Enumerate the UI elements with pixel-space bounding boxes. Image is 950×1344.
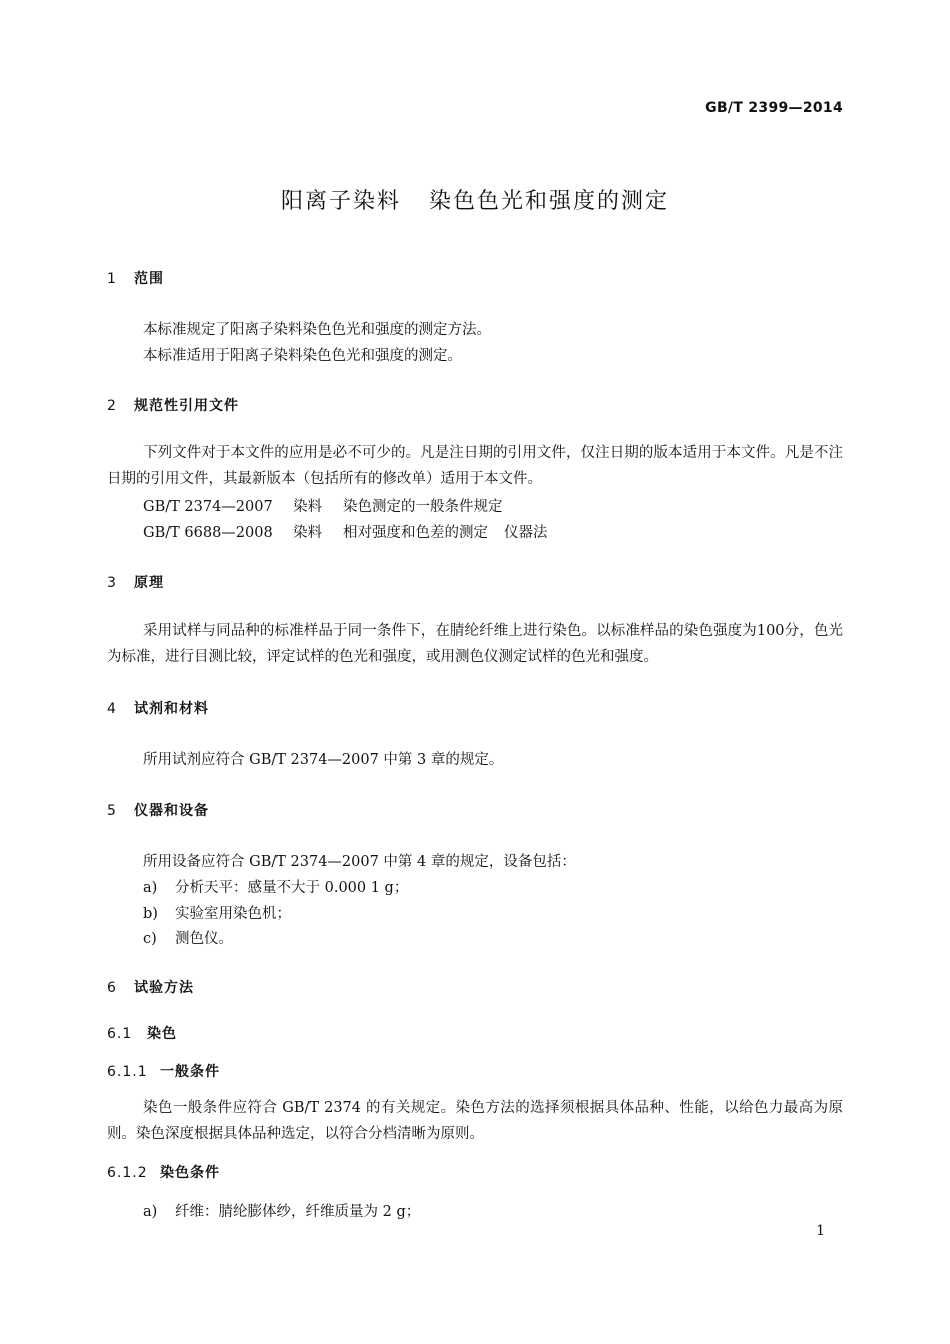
section-number: 1 bbox=[107, 271, 117, 287]
reference-part-c: 仪器法 bbox=[504, 525, 548, 541]
section-6-1-heading bbox=[107, 1023, 177, 1043]
section-5-paragraph: 所用设备应符合 GB/T 2374—2007 中第 4 章的规定，设备包括： bbox=[143, 854, 576, 870]
list-item bbox=[143, 876, 408, 897]
section-title: 规范性引用文件 bbox=[134, 398, 239, 414]
list-marker: c) bbox=[143, 931, 157, 947]
reference-code: GB/T 6688—2008 bbox=[143, 525, 273, 541]
title-part-2: 染色色光和强度的测定 bbox=[429, 189, 670, 214]
section-number: 6.1 bbox=[107, 1026, 133, 1042]
section-title: 一般条件 bbox=[160, 1064, 220, 1080]
section-title: 仪器和设备 bbox=[134, 803, 209, 819]
section-number: 6.1.1 bbox=[107, 1064, 148, 1080]
section-5-heading bbox=[107, 800, 209, 820]
section-2-paragraph: 下列文件对于本文件的应用是必不可少的。凡是注日期的引用文件，仅注日期的版本适用于本文件。凡是不注日期的引用文件，其最新版本（包括所有的修改单）适用于本文件。 bbox=[107, 445, 843, 487]
section-1-paragraph-1: 本标准规定了阳离子染料染色色光和强度的测定方法。 bbox=[143, 322, 491, 338]
section-6-1-1-heading bbox=[107, 1061, 220, 1081]
list-item bbox=[143, 902, 291, 923]
section-title: 原理 bbox=[134, 575, 164, 591]
section-6-1-1-paragraph: 染色一般条件应符合 GB/T 2374 的有关规定。染色方法的选择须根据具体品种、性能，以给色力最高为原则。染色深度根据具体品种选定，以符合分档清晰为原则。 bbox=[107, 1100, 843, 1142]
section-4-heading bbox=[107, 698, 209, 718]
section-3-paragraph: 采用试样与同品种的标准样品于同一条件下，在腈纶纤维上进行染色。以标准样品的染色强度为100分，色光为标准，进行目测比较，评定试样的色光和强度，或用测色仪测定试样的色光和强度。 bbox=[107, 623, 843, 665]
section-number: 3 bbox=[107, 575, 117, 591]
section-2-heading bbox=[107, 395, 239, 415]
reference-part-b: 相对强度和色差的测定 bbox=[343, 525, 488, 541]
section-number: 6 bbox=[107, 980, 117, 996]
normative-reference bbox=[143, 521, 548, 542]
list-text: 实验室用染色机； bbox=[175, 906, 291, 922]
section-number: 6.1.2 bbox=[107, 1165, 148, 1181]
list-text: 纤维：腈纶膨体纱，纤维质量为 2 g； bbox=[175, 1204, 421, 1220]
section-1-paragraph-2: 本标准适用于阳离子染料染色色光和强度的测定。 bbox=[143, 348, 462, 364]
section-title: 染色 bbox=[147, 1026, 177, 1042]
page-number: 1 bbox=[816, 1223, 825, 1239]
list-text: 分析天平：感量不大于 0.000 1 g； bbox=[175, 880, 409, 896]
section-number: 4 bbox=[107, 701, 117, 717]
list-text: 测色仪。 bbox=[175, 931, 233, 947]
section-title: 试剂和材料 bbox=[134, 701, 209, 717]
section-1-heading bbox=[107, 268, 164, 288]
list-marker: b) bbox=[143, 906, 158, 922]
section-number: 2 bbox=[107, 398, 117, 414]
section-title: 范围 bbox=[134, 271, 164, 287]
title-part-1: 阳离子染料 bbox=[280, 189, 401, 214]
section-4-paragraph: 所用试剂应符合 GB/T 2374—2007 中第 3 章的规定。 bbox=[143, 752, 504, 768]
list-marker: a) bbox=[143, 1204, 158, 1220]
section-6-heading bbox=[107, 977, 194, 997]
document-title bbox=[0, 184, 950, 215]
section-6-1-2-heading bbox=[107, 1162, 220, 1182]
standard-code: GB/T 2399—2014 bbox=[705, 100, 843, 116]
section-title: 试验方法 bbox=[134, 980, 194, 996]
reference-part-a: 染料 bbox=[293, 525, 322, 541]
section-title: 染色条件 bbox=[160, 1165, 220, 1181]
reference-code: GB/T 2374—2007 bbox=[143, 499, 273, 515]
reference-part-a: 染料 bbox=[293, 499, 322, 515]
list-marker: a) bbox=[143, 880, 158, 896]
list-item bbox=[143, 1200, 420, 1221]
reference-part-b: 染色测定的一般条件规定 bbox=[343, 499, 503, 515]
section-3-heading bbox=[107, 572, 164, 592]
list-item bbox=[143, 927, 233, 948]
normative-reference bbox=[143, 495, 503, 516]
section-number: 5 bbox=[107, 803, 117, 819]
